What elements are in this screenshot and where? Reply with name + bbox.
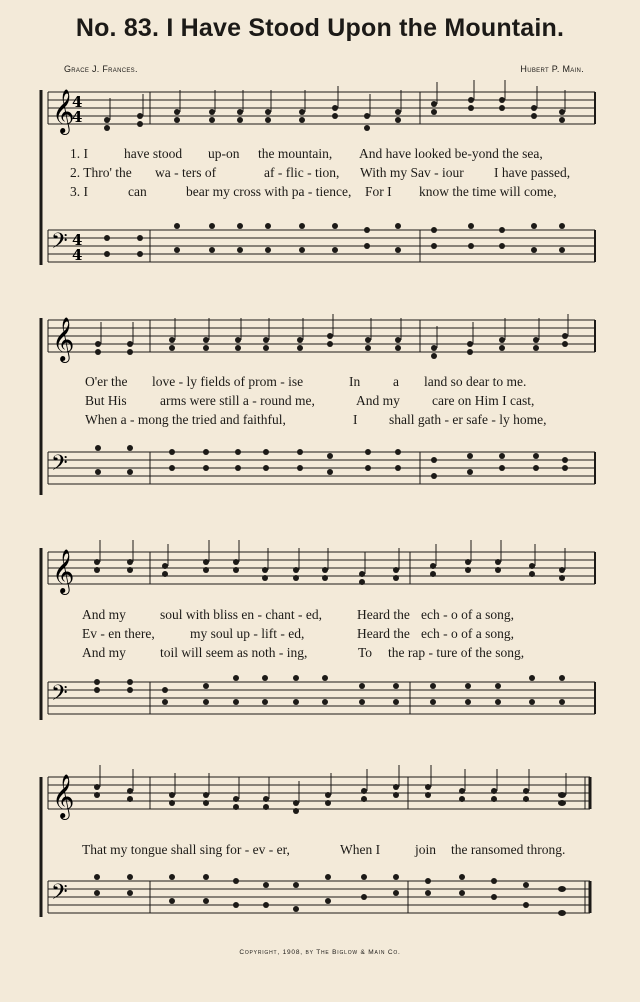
- bass-time-top: 4: [72, 231, 83, 249]
- lyric-s1-v3-d: For I: [365, 184, 392, 199]
- treble-clef-icon: 𝄞: [52, 549, 75, 593]
- lyric-s3-v2-a: Ev - en there,: [82, 626, 155, 641]
- lyric-s2-v1-d: a: [393, 374, 399, 389]
- lyric-s2-v3-a: When a - mong the tried and faithful,: [85, 412, 286, 427]
- lyric-s1-v1-e: And have looked be-yond the sea,: [359, 146, 543, 161]
- treble-clef-icon: 𝄞: [52, 317, 75, 361]
- bass-notes-4: [94, 874, 566, 916]
- lyric-s3-v3-d: the rap - ture of the song,: [388, 645, 525, 660]
- bass-clef-icon: 𝄢: [51, 229, 68, 259]
- lyric-s2-v1-b: love - ly fields of prom - ise: [152, 374, 304, 389]
- bass-staff-3: [48, 682, 595, 714]
- lyric-s3-v1-c: Heard the: [357, 607, 410, 622]
- copyright-notice: Copyright, 1908, by The Biglow & Main Co.: [239, 949, 401, 956]
- lyric-s1-v3-b: can: [128, 184, 147, 199]
- lyric-s1-v2-c: af - flic - tion,: [264, 165, 340, 180]
- lyric-s3-v3-b: toil will seem as noth - ing,: [160, 645, 308, 660]
- lyric-s4-v1-d: the ransomed throng.: [451, 842, 566, 857]
- lyric-s2-v2-d: care on Him I cast,: [432, 393, 535, 408]
- treble-clef-icon: 𝄞: [52, 774, 75, 818]
- lyric-s2-v3-b: I: [353, 412, 358, 427]
- bass-staff-1: [48, 230, 595, 262]
- lyric-s3-v3-c: To: [358, 645, 373, 660]
- author-credit: Grace J. Frances.: [64, 64, 138, 74]
- lyric-s1-v1-d: the mountain,: [258, 146, 333, 161]
- lyric-s2-v1-e: land so dear to me.: [424, 374, 527, 389]
- lyric-s4-v1-a: That my tongue shall sing for - ev - er,: [82, 842, 290, 857]
- bass-notes-1: [104, 223, 565, 257]
- lyric-s1-v2-b: wa - ters of: [155, 165, 217, 180]
- lyric-s3-v2-b: my soul up - lift - ed,: [190, 626, 305, 641]
- treble-staff-2: [48, 320, 595, 352]
- lyric-s4-v1-b: When I: [340, 842, 381, 857]
- treble-stems-2: [101, 314, 568, 348]
- bass-clef-icon: 𝄢: [51, 451, 68, 481]
- lyric-s1-v1-b: have stood: [124, 146, 183, 161]
- lyric-s1-v2-d: With my Sav - iour: [360, 165, 464, 180]
- lyric-s1-v3-a: 3. I: [70, 184, 88, 199]
- lyric-s1-v1-a: 1. I: [70, 146, 88, 161]
- lyric-s1-v2-e: I have passed,: [494, 165, 571, 180]
- lyric-s1-v1-c: up-on: [208, 146, 240, 161]
- treble-notes-2: [95, 333, 568, 359]
- lyric-s3-v1-a: And my: [82, 607, 126, 622]
- treble-staff-1: [48, 92, 595, 124]
- lyric-s2-v2-b: arms were still a - round me,: [160, 393, 315, 408]
- treble-notes-3: [94, 559, 565, 585]
- lyric-s3-v2-d: ech - o of a song,: [421, 626, 514, 641]
- time-signature-top: 4: [72, 93, 83, 111]
- lyric-s4-v1-c: join: [415, 842, 437, 857]
- lyric-s3-v1-d: ech - o of a song,: [421, 607, 514, 622]
- treble-clef-icon: 𝄞: [52, 89, 75, 133]
- time-signature-bottom: 4: [72, 108, 83, 126]
- lyric-s3-v1-b: soul with bliss en - chant - ed,: [160, 607, 322, 622]
- bass-clef-icon: 𝄢: [51, 880, 68, 910]
- lyric-s2-v2-c: And my: [356, 393, 400, 408]
- lyric-s2-v2-a: But His: [85, 393, 127, 408]
- lyric-s2-v1-c: In: [349, 374, 361, 389]
- lyric-s1-v3-c: bear my cross with pa - tience,: [186, 184, 352, 199]
- lyric-s3-v2-c: Heard the: [357, 626, 410, 641]
- bass-clef-icon: 𝄢: [51, 681, 68, 711]
- lyric-s1-v3-e: know the time will come,: [419, 184, 557, 199]
- bass-staff-2: [48, 452, 595, 484]
- lyric-s2-v1-a: O'er the: [85, 374, 128, 389]
- bass-staff-4: [48, 881, 590, 913]
- lyric-s2-v3-c: shall gath - er safe - ly home,: [389, 412, 547, 427]
- lyric-s1-v2-a: 2. Thro' the: [70, 165, 132, 180]
- composer-credit: Hubert P. Main.: [520, 64, 584, 74]
- hymn-title: No. 83. I Have Stood Upon the Mountain.: [75, 14, 565, 42]
- treble-notes-1: [104, 97, 565, 131]
- bass-time-bottom: 4: [72, 246, 83, 264]
- lyric-s3-v3-a: And my: [82, 645, 126, 660]
- bass-notes-2: [95, 445, 568, 479]
